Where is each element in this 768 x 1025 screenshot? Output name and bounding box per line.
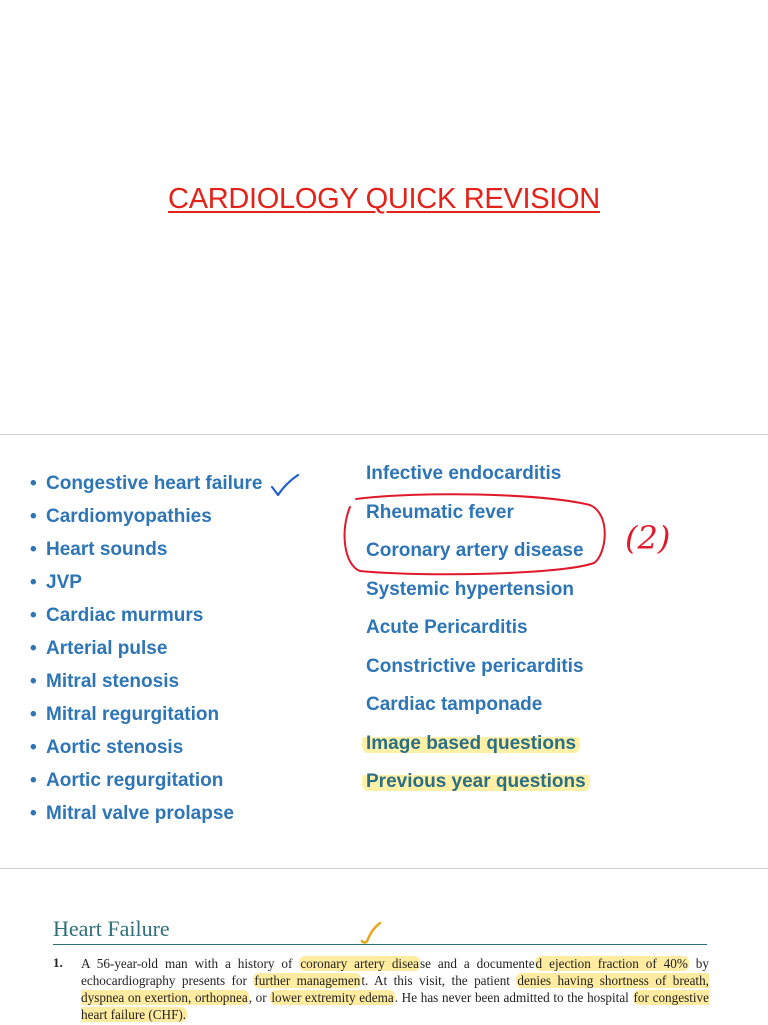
bullet-icon: • xyxy=(30,572,37,593)
topics-slide xyxy=(0,434,768,867)
topic-label: Mitral stenosis xyxy=(46,671,180,692)
topic-label: Mitral regurgitation xyxy=(46,704,220,725)
bullet-icon: • xyxy=(30,737,37,758)
topic-item xyxy=(30,702,262,735)
topic-item xyxy=(366,769,590,808)
topic-item xyxy=(30,636,262,669)
topic-label: Coronary artery disease xyxy=(366,540,584,561)
topic-item xyxy=(366,654,590,693)
topic-label: Aortic regurgitation xyxy=(46,770,224,791)
title-slide xyxy=(0,0,768,432)
topic-item xyxy=(366,538,590,577)
bullet-icon: • xyxy=(30,704,37,725)
topic-label: Acute Pericarditis xyxy=(366,617,528,638)
topic-item xyxy=(366,692,590,731)
question-text xyxy=(81,955,709,1023)
topic-label: Cardiomyopathies xyxy=(46,506,212,527)
bullet-icon: • xyxy=(30,506,37,527)
bullet-icon: • xyxy=(30,605,37,626)
handwritten-note: (2) xyxy=(625,519,671,557)
topic-label: Previous year questions xyxy=(362,771,590,792)
topic-item xyxy=(30,735,262,768)
text-segment: t. At this visit, the patient xyxy=(361,973,517,988)
left-topic-list xyxy=(30,471,262,834)
topic-label: Cardiac murmurs xyxy=(46,605,204,626)
topic-item xyxy=(30,801,262,834)
highlighted-text: denies having shortness of breath, dyspnea on exertion, orthopnea xyxy=(81,973,709,1005)
section-heading: Heart Failure xyxy=(53,916,170,941)
heading-rule xyxy=(53,944,707,945)
highlighted-text: lower extremity edema xyxy=(271,990,394,1005)
topic-label: Arterial pulse xyxy=(46,638,168,659)
bullet-icon: • xyxy=(30,803,37,824)
topic-item xyxy=(366,615,590,654)
text-segment: . He has never been admitted to the hospital xyxy=(394,990,633,1005)
text-segment: by echocardiography presents for xyxy=(81,956,709,988)
topic-label: Infective endocarditis xyxy=(366,463,562,484)
presentation-title: CARDIOLOGY QUICK REVISION xyxy=(168,183,600,215)
topic-label: Systemic hypertension xyxy=(366,578,575,600)
highlighted-text: for congestive heart failure (CHF). xyxy=(81,990,709,1022)
topic-label: Congestive heart failure xyxy=(46,473,263,494)
topic-label: Mitral valve prolapse xyxy=(46,803,234,824)
text-segment: se and a documente xyxy=(419,956,535,971)
topic-item xyxy=(30,471,262,504)
topic-item xyxy=(366,500,590,539)
topic-item xyxy=(366,461,590,500)
highlighted-text: coronary artery disea xyxy=(300,956,419,971)
topic-item xyxy=(30,537,262,570)
topic-item xyxy=(30,570,262,603)
topic-label: Rheumatic fever xyxy=(366,501,514,523)
topic-label: Constrictive pericarditis xyxy=(366,655,584,677)
topic-item xyxy=(366,731,590,770)
topic-label: Aortic stenosis xyxy=(46,737,184,758)
orange-check-mark-icon xyxy=(362,923,380,943)
bullet-icon: • xyxy=(30,671,37,692)
bullet-icon: • xyxy=(30,539,37,560)
bullet-icon: • xyxy=(30,638,37,659)
topic-label: Image based questions xyxy=(362,733,580,754)
text-segment: , or xyxy=(248,990,271,1005)
right-topic-list xyxy=(366,461,590,808)
topic-item xyxy=(30,768,262,801)
topic-item xyxy=(30,669,262,702)
bullet-icon: • xyxy=(30,473,37,494)
topic-label: JVP xyxy=(46,572,82,593)
question-number: 1. xyxy=(53,955,63,970)
topic-label: Heart sounds xyxy=(46,539,168,560)
topic-item xyxy=(366,577,590,616)
text-segment: A 56-year-old man with a history of xyxy=(81,956,300,971)
topic-label: Cardiac tamponade xyxy=(366,694,543,715)
topic-item xyxy=(30,603,262,636)
highlighted-text: d ejection fraction of 40% xyxy=(535,956,688,971)
bullet-icon: • xyxy=(30,770,37,791)
topic-item xyxy=(30,504,262,537)
blue-check-mark-icon xyxy=(272,475,298,495)
heart-failure-slide xyxy=(0,868,768,1025)
highlighted-text: further managemen xyxy=(254,973,361,988)
